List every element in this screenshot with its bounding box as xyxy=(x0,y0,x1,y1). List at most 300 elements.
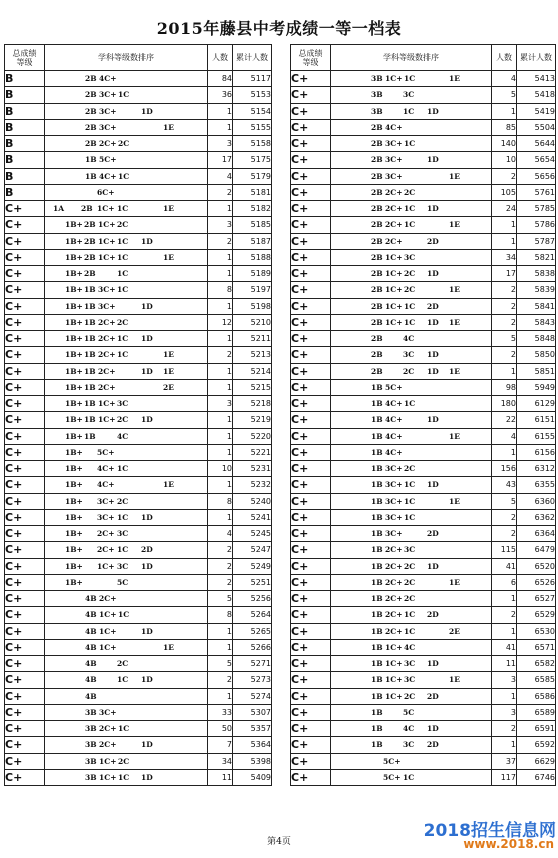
combo-cell xyxy=(331,591,492,607)
combo-token: 3C xyxy=(117,399,129,408)
combo-token: 3C+ xyxy=(385,139,403,148)
count-cell: 1 xyxy=(492,591,517,607)
count-cell: 2 xyxy=(492,721,517,737)
combo-token: 1B xyxy=(371,464,383,473)
cumulative-cell: 5786 xyxy=(517,217,556,233)
combo-cell xyxy=(45,119,208,135)
cumulative-cell: 6360 xyxy=(517,493,556,509)
level-cell: C+ xyxy=(5,542,45,558)
combo-cell xyxy=(45,217,208,233)
combo-token: 2C+ xyxy=(385,187,403,197)
combo-token: 2C xyxy=(117,317,129,327)
combo-token: 1D xyxy=(427,204,439,213)
count-cell: 17 xyxy=(492,266,517,282)
cumulative-cell: 5364 xyxy=(233,737,272,753)
combo-token: 1B xyxy=(371,447,383,457)
combo-token: 3C+ xyxy=(385,496,403,506)
table-row xyxy=(291,526,556,542)
cumulative-cell: 5198 xyxy=(233,298,272,314)
level-cell: C+ xyxy=(291,574,331,590)
combo-token: 1B+ xyxy=(65,269,83,278)
count-cell: 4 xyxy=(208,526,233,542)
level-cell: C+ xyxy=(5,331,45,347)
count-cell: 2 xyxy=(208,542,233,558)
combo-cell xyxy=(331,721,492,737)
count-cell: 2 xyxy=(208,574,233,590)
count-cell: 3 xyxy=(492,672,517,688)
count-cell: 3 xyxy=(208,136,233,152)
table-row xyxy=(291,136,556,152)
combo-token: 6C+ xyxy=(97,187,115,197)
combo-token: 2C+ xyxy=(385,594,403,603)
count-cell: 1 xyxy=(208,688,233,704)
combo-cell xyxy=(331,347,492,363)
combo-token: 2C+ xyxy=(385,204,403,213)
cumulative-cell: 5785 xyxy=(517,201,556,217)
combo-token: 1B+ xyxy=(65,415,83,425)
combo-token: 1B xyxy=(371,431,383,441)
combo-cell xyxy=(45,347,208,363)
combo-token: 1B xyxy=(84,285,96,295)
combo-token: 1D xyxy=(141,415,153,425)
combo-cell xyxy=(45,477,208,493)
combo-cell xyxy=(45,526,208,542)
combo-token: 1B xyxy=(371,740,383,750)
combo-token: 1E xyxy=(449,171,460,181)
cumulative-cell: 5265 xyxy=(233,623,272,639)
combo-token: 1C xyxy=(404,480,416,490)
table-row xyxy=(5,201,272,217)
count-cell: 4 xyxy=(208,168,233,184)
table-row xyxy=(5,639,272,655)
combo-token: 1B xyxy=(84,431,96,441)
combo-token: 1E xyxy=(163,642,174,652)
combo-token: 1C xyxy=(404,399,416,408)
combo-cell xyxy=(45,314,208,330)
combo-token: 1E xyxy=(449,577,460,587)
combo-token: 1D xyxy=(141,561,153,571)
combo-token: 1D xyxy=(427,269,439,278)
count-cell: 1 xyxy=(208,623,233,639)
table-row xyxy=(291,152,556,168)
level-cell: C+ xyxy=(5,298,45,314)
table-row xyxy=(291,753,556,769)
count-cell: 22 xyxy=(492,412,517,428)
table-row xyxy=(291,623,556,639)
table-row xyxy=(5,753,272,769)
combo-token: 5C xyxy=(117,577,129,587)
table-row xyxy=(5,607,272,623)
count-cell: 33 xyxy=(208,704,233,720)
combo-token: 1E xyxy=(163,350,174,360)
cumulative-cell: 6589 xyxy=(517,704,556,720)
table-row xyxy=(291,233,556,249)
table-row xyxy=(5,477,272,493)
table-row xyxy=(291,396,556,412)
level-cell: C+ xyxy=(5,509,45,525)
cumulative-cell: 5256 xyxy=(233,591,272,607)
level-cell: C+ xyxy=(5,233,45,249)
combo-cell xyxy=(331,71,492,87)
level-cell: C+ xyxy=(5,249,45,265)
table-row xyxy=(5,87,272,103)
cumulative-cell: 6592 xyxy=(517,737,556,753)
combo-token: 2B xyxy=(81,204,93,213)
level-cell: C+ xyxy=(291,331,331,347)
table-row xyxy=(291,704,556,720)
combo-token: 2C+ xyxy=(98,382,116,392)
count-cell: 2 xyxy=(492,607,517,623)
combo-cell xyxy=(45,298,208,314)
page-number: 第4页 xyxy=(267,837,291,847)
combo-token: 4C+ xyxy=(97,464,115,473)
combo-cell xyxy=(331,152,492,168)
combo-token: 1D xyxy=(427,366,439,376)
level-cell: C+ xyxy=(291,607,331,623)
combo-token: 2B xyxy=(371,317,383,327)
combo-token: 1E xyxy=(163,252,174,262)
combo-token: 1B+ xyxy=(65,285,83,295)
combo-token: 2C+ xyxy=(97,545,115,555)
combo-token: 4B xyxy=(85,610,97,620)
count-cell: 5 xyxy=(492,331,517,347)
count-cell: 1 xyxy=(208,477,233,493)
level-cell: C+ xyxy=(291,314,331,330)
level-cell: C+ xyxy=(291,672,331,688)
header-level: 总成绩 等级 xyxy=(5,45,45,71)
combo-cell xyxy=(331,526,492,542)
table-row xyxy=(291,87,556,103)
combo-token: 1C+ xyxy=(99,610,117,620)
combo-token: 1B+ xyxy=(65,496,83,506)
combo-token: 1B+ xyxy=(65,464,83,473)
level-cell: C+ xyxy=(291,461,331,477)
combo-token: 1C xyxy=(117,512,129,522)
level-cell: C+ xyxy=(291,103,331,119)
cumulative-cell: 5413 xyxy=(517,71,556,87)
level-cell: C+ xyxy=(291,412,331,428)
table-row xyxy=(5,119,272,135)
combo-token: 1B xyxy=(371,529,383,538)
count-cell: 1 xyxy=(492,444,517,460)
table-row xyxy=(5,704,272,720)
count-cell: 156 xyxy=(492,461,517,477)
combo-token: 1C xyxy=(118,724,130,733)
combo-token: 1B xyxy=(84,415,96,425)
level-cell: B xyxy=(5,103,45,119)
cumulative-cell: 5843 xyxy=(517,314,556,330)
cumulative-cell: 5220 xyxy=(233,428,272,444)
table-row xyxy=(291,737,556,753)
table-row xyxy=(291,509,556,525)
combo-token: 1D xyxy=(427,480,439,490)
combo-token: 2D xyxy=(427,610,439,620)
level-cell: C+ xyxy=(291,737,331,753)
header-combo: 学科等级数排序 xyxy=(45,45,208,71)
table-row xyxy=(291,412,556,428)
combo-token: 1C+ xyxy=(98,220,116,230)
combo-cell xyxy=(331,623,492,639)
combo-cell xyxy=(331,769,492,785)
combo-token: 1B+ xyxy=(65,512,83,522)
combo-token: 1D xyxy=(427,659,439,668)
table-row xyxy=(291,574,556,590)
count-cell: 2 xyxy=(208,672,233,688)
combo-token: 1C+ xyxy=(99,756,117,766)
combo-token: 3C+ xyxy=(98,285,116,295)
combo-token: 4C+ xyxy=(99,171,117,181)
count-cell: 6 xyxy=(492,574,517,590)
count-cell: 37 xyxy=(492,753,517,769)
table-row xyxy=(291,168,556,184)
count-cell: 2 xyxy=(208,233,233,249)
combo-token: 1C+ xyxy=(385,642,403,652)
count-cell: 7 xyxy=(208,737,233,753)
combo-token: 1C xyxy=(404,626,416,636)
combo-token: 3C+ xyxy=(385,480,403,490)
combo-token: 1C xyxy=(404,496,416,506)
combo-token: 4C+ xyxy=(385,415,403,425)
level-cell: C+ xyxy=(5,721,45,737)
combo-cell xyxy=(45,607,208,623)
combo-cell xyxy=(331,184,492,200)
count-cell: 3 xyxy=(208,217,233,233)
table-row xyxy=(291,477,556,493)
combo-cell xyxy=(331,168,492,184)
combo-token: 2B xyxy=(85,90,97,100)
combo-token: 2C xyxy=(404,561,416,571)
level-cell: C+ xyxy=(291,623,331,639)
combo-token: 1C+ xyxy=(98,236,116,246)
count-cell: 1 xyxy=(492,103,517,119)
cumulative-cell: 6520 xyxy=(517,558,556,574)
combo-cell xyxy=(331,233,492,249)
level-cell: B xyxy=(5,87,45,103)
cumulative-cell: 6591 xyxy=(517,721,556,737)
combo-token: 1C xyxy=(118,171,130,181)
combo-token: 2B xyxy=(371,334,383,343)
count-cell: 5 xyxy=(208,656,233,672)
combo-token: 1C+ xyxy=(385,659,403,668)
level-cell: C+ xyxy=(291,526,331,542)
level-cell: C+ xyxy=(291,639,331,655)
combo-cell xyxy=(45,737,208,753)
combo-cell xyxy=(331,331,492,347)
combo-token: 1E xyxy=(163,480,174,490)
combo-cell xyxy=(45,444,208,460)
level-cell: C+ xyxy=(291,87,331,103)
level-cell: C+ xyxy=(291,753,331,769)
level-cell: B xyxy=(5,71,45,87)
count-cell: 2 xyxy=(208,347,233,363)
combo-cell xyxy=(45,282,208,298)
combo-cell xyxy=(331,656,492,672)
cumulative-cell: 6362 xyxy=(517,509,556,525)
cumulative-cell: 6586 xyxy=(517,688,556,704)
combo-cell xyxy=(45,688,208,704)
combo-cell xyxy=(331,119,492,135)
combo-token: 2C xyxy=(404,691,416,701)
level-cell: C+ xyxy=(5,737,45,753)
cumulative-cell: 5153 xyxy=(233,87,272,103)
combo-cell xyxy=(45,672,208,688)
table-row xyxy=(5,574,272,590)
table-row xyxy=(5,152,272,168)
table-row xyxy=(5,347,272,363)
combo-token: 1E xyxy=(449,675,460,685)
combo-token: 1E xyxy=(449,285,460,295)
combo-token: 1B xyxy=(371,610,383,620)
combo-token: 4B xyxy=(85,675,97,685)
cumulative-cell: 5848 xyxy=(517,331,556,347)
combo-token: 1B+ xyxy=(65,334,83,343)
table-row xyxy=(5,282,272,298)
combo-token: 4C+ xyxy=(385,447,403,457)
table-row xyxy=(5,217,272,233)
combo-token: 1C+ xyxy=(98,399,116,408)
combo-token: 1C xyxy=(404,220,416,230)
combo-token: 2B xyxy=(371,350,383,360)
combo-token: 2B xyxy=(84,252,96,262)
combo-token: 1D xyxy=(427,415,439,425)
combo-token: 4C xyxy=(403,334,415,343)
combo-token: 2C+ xyxy=(99,594,117,603)
count-cell: 140 xyxy=(492,136,517,152)
combo-token: 1B xyxy=(371,577,383,587)
combo-cell xyxy=(45,509,208,525)
combo-cell xyxy=(45,493,208,509)
level-cell: B xyxy=(5,119,45,135)
cumulative-cell: 5181 xyxy=(233,184,272,200)
table-row xyxy=(291,542,556,558)
combo-token: 1B+ xyxy=(65,561,83,571)
cumulative-cell: 5117 xyxy=(233,71,272,87)
combo-token: 1D xyxy=(141,106,153,116)
combo-token: 2B xyxy=(85,139,97,148)
count-cell: 43 xyxy=(492,477,517,493)
count-cell: 2 xyxy=(492,347,517,363)
combo-token: 2B xyxy=(371,122,383,132)
combo-token: 1D xyxy=(141,512,153,522)
combo-token: 2E xyxy=(449,626,460,636)
level-cell: C+ xyxy=(291,201,331,217)
combo-cell xyxy=(45,461,208,477)
table-row xyxy=(291,769,556,785)
combo-token: 1D xyxy=(141,740,153,750)
count-cell: 50 xyxy=(208,721,233,737)
combo-token: 1C+ xyxy=(385,269,403,278)
combo-cell xyxy=(45,721,208,737)
cumulative-cell: 5188 xyxy=(233,249,272,265)
combo-token: 5C+ xyxy=(99,155,117,165)
count-cell: 10 xyxy=(208,461,233,477)
combo-token: 1B+ xyxy=(65,236,83,246)
combo-token: 2C+ xyxy=(98,350,116,360)
count-cell: 1 xyxy=(208,444,233,460)
cumulative-cell: 6530 xyxy=(517,623,556,639)
combo-cell xyxy=(45,428,208,444)
combo-token: 1E xyxy=(449,431,460,441)
combo-cell xyxy=(331,737,492,753)
count-cell: 1 xyxy=(208,428,233,444)
combo-cell xyxy=(45,656,208,672)
combo-token: 1C+ xyxy=(97,204,115,213)
combo-token: 1B xyxy=(84,399,96,408)
combo-cell xyxy=(45,558,208,574)
combo-token: 1B+ xyxy=(65,529,83,538)
level-cell: C+ xyxy=(291,184,331,200)
combo-token: 2C+ xyxy=(385,236,403,246)
table-row xyxy=(291,639,556,655)
combo-token: 1C+ xyxy=(385,285,403,295)
combo-token: 1B+ xyxy=(65,480,83,490)
table-row xyxy=(291,558,556,574)
table-row xyxy=(5,298,272,314)
count-cell: 24 xyxy=(492,201,517,217)
cumulative-cell: 6479 xyxy=(517,542,556,558)
combo-token: 3B xyxy=(371,90,383,100)
table-row xyxy=(291,298,556,314)
table-row xyxy=(5,71,272,87)
level-cell: C+ xyxy=(5,607,45,623)
count-cell: 1 xyxy=(492,233,517,249)
combo-token: 3C xyxy=(403,740,415,750)
combo-token: 1B+ xyxy=(65,366,83,376)
combo-token: 1E xyxy=(449,366,460,376)
cumulative-cell: 5307 xyxy=(233,704,272,720)
combo-token: 1C xyxy=(404,74,416,83)
count-cell: 2 xyxy=(492,168,517,184)
combo-token: 2D xyxy=(427,740,439,750)
combo-cell xyxy=(331,363,492,379)
combo-token: 5C+ xyxy=(383,756,401,766)
combo-token: 3C+ xyxy=(98,301,116,311)
count-cell: 8 xyxy=(208,282,233,298)
combo-token: 4C+ xyxy=(97,480,115,490)
count-cell: 34 xyxy=(208,753,233,769)
cumulative-cell: 5240 xyxy=(233,493,272,509)
count-cell: 1 xyxy=(208,639,233,655)
combo-cell xyxy=(45,266,208,282)
combo-token: 1D xyxy=(141,366,153,376)
combo-token: 4C xyxy=(404,642,416,652)
combo-token: 3B xyxy=(85,707,97,717)
combo-token: 3C+ xyxy=(385,171,403,181)
combo-token: 2D xyxy=(427,236,439,246)
level-cell: B xyxy=(5,152,45,168)
level-cell: C+ xyxy=(5,314,45,330)
level-cell: C+ xyxy=(5,558,45,574)
combo-token: 3C+ xyxy=(99,707,117,717)
combo-token: 2C+ xyxy=(98,334,116,343)
table-row xyxy=(291,201,556,217)
level-cell: C+ xyxy=(291,656,331,672)
combo-token: 2B xyxy=(371,301,383,311)
cumulative-cell: 5839 xyxy=(517,282,556,298)
count-cell: 1 xyxy=(208,298,233,314)
combo-token: 1E xyxy=(163,366,174,376)
combo-token: 1C xyxy=(117,236,129,246)
combo-token: 2D xyxy=(427,691,439,701)
combo-token: 4B xyxy=(85,626,97,636)
combo-token: 1C+ xyxy=(99,626,117,636)
combo-token: 1C xyxy=(117,252,129,262)
page-title: 2015年藤县中考成绩一等一档表 xyxy=(156,19,402,38)
cumulative-cell: 5189 xyxy=(233,266,272,282)
level-cell: C+ xyxy=(291,428,331,444)
header-cumulative: 累计人数 xyxy=(233,45,272,71)
combo-cell xyxy=(45,136,208,152)
